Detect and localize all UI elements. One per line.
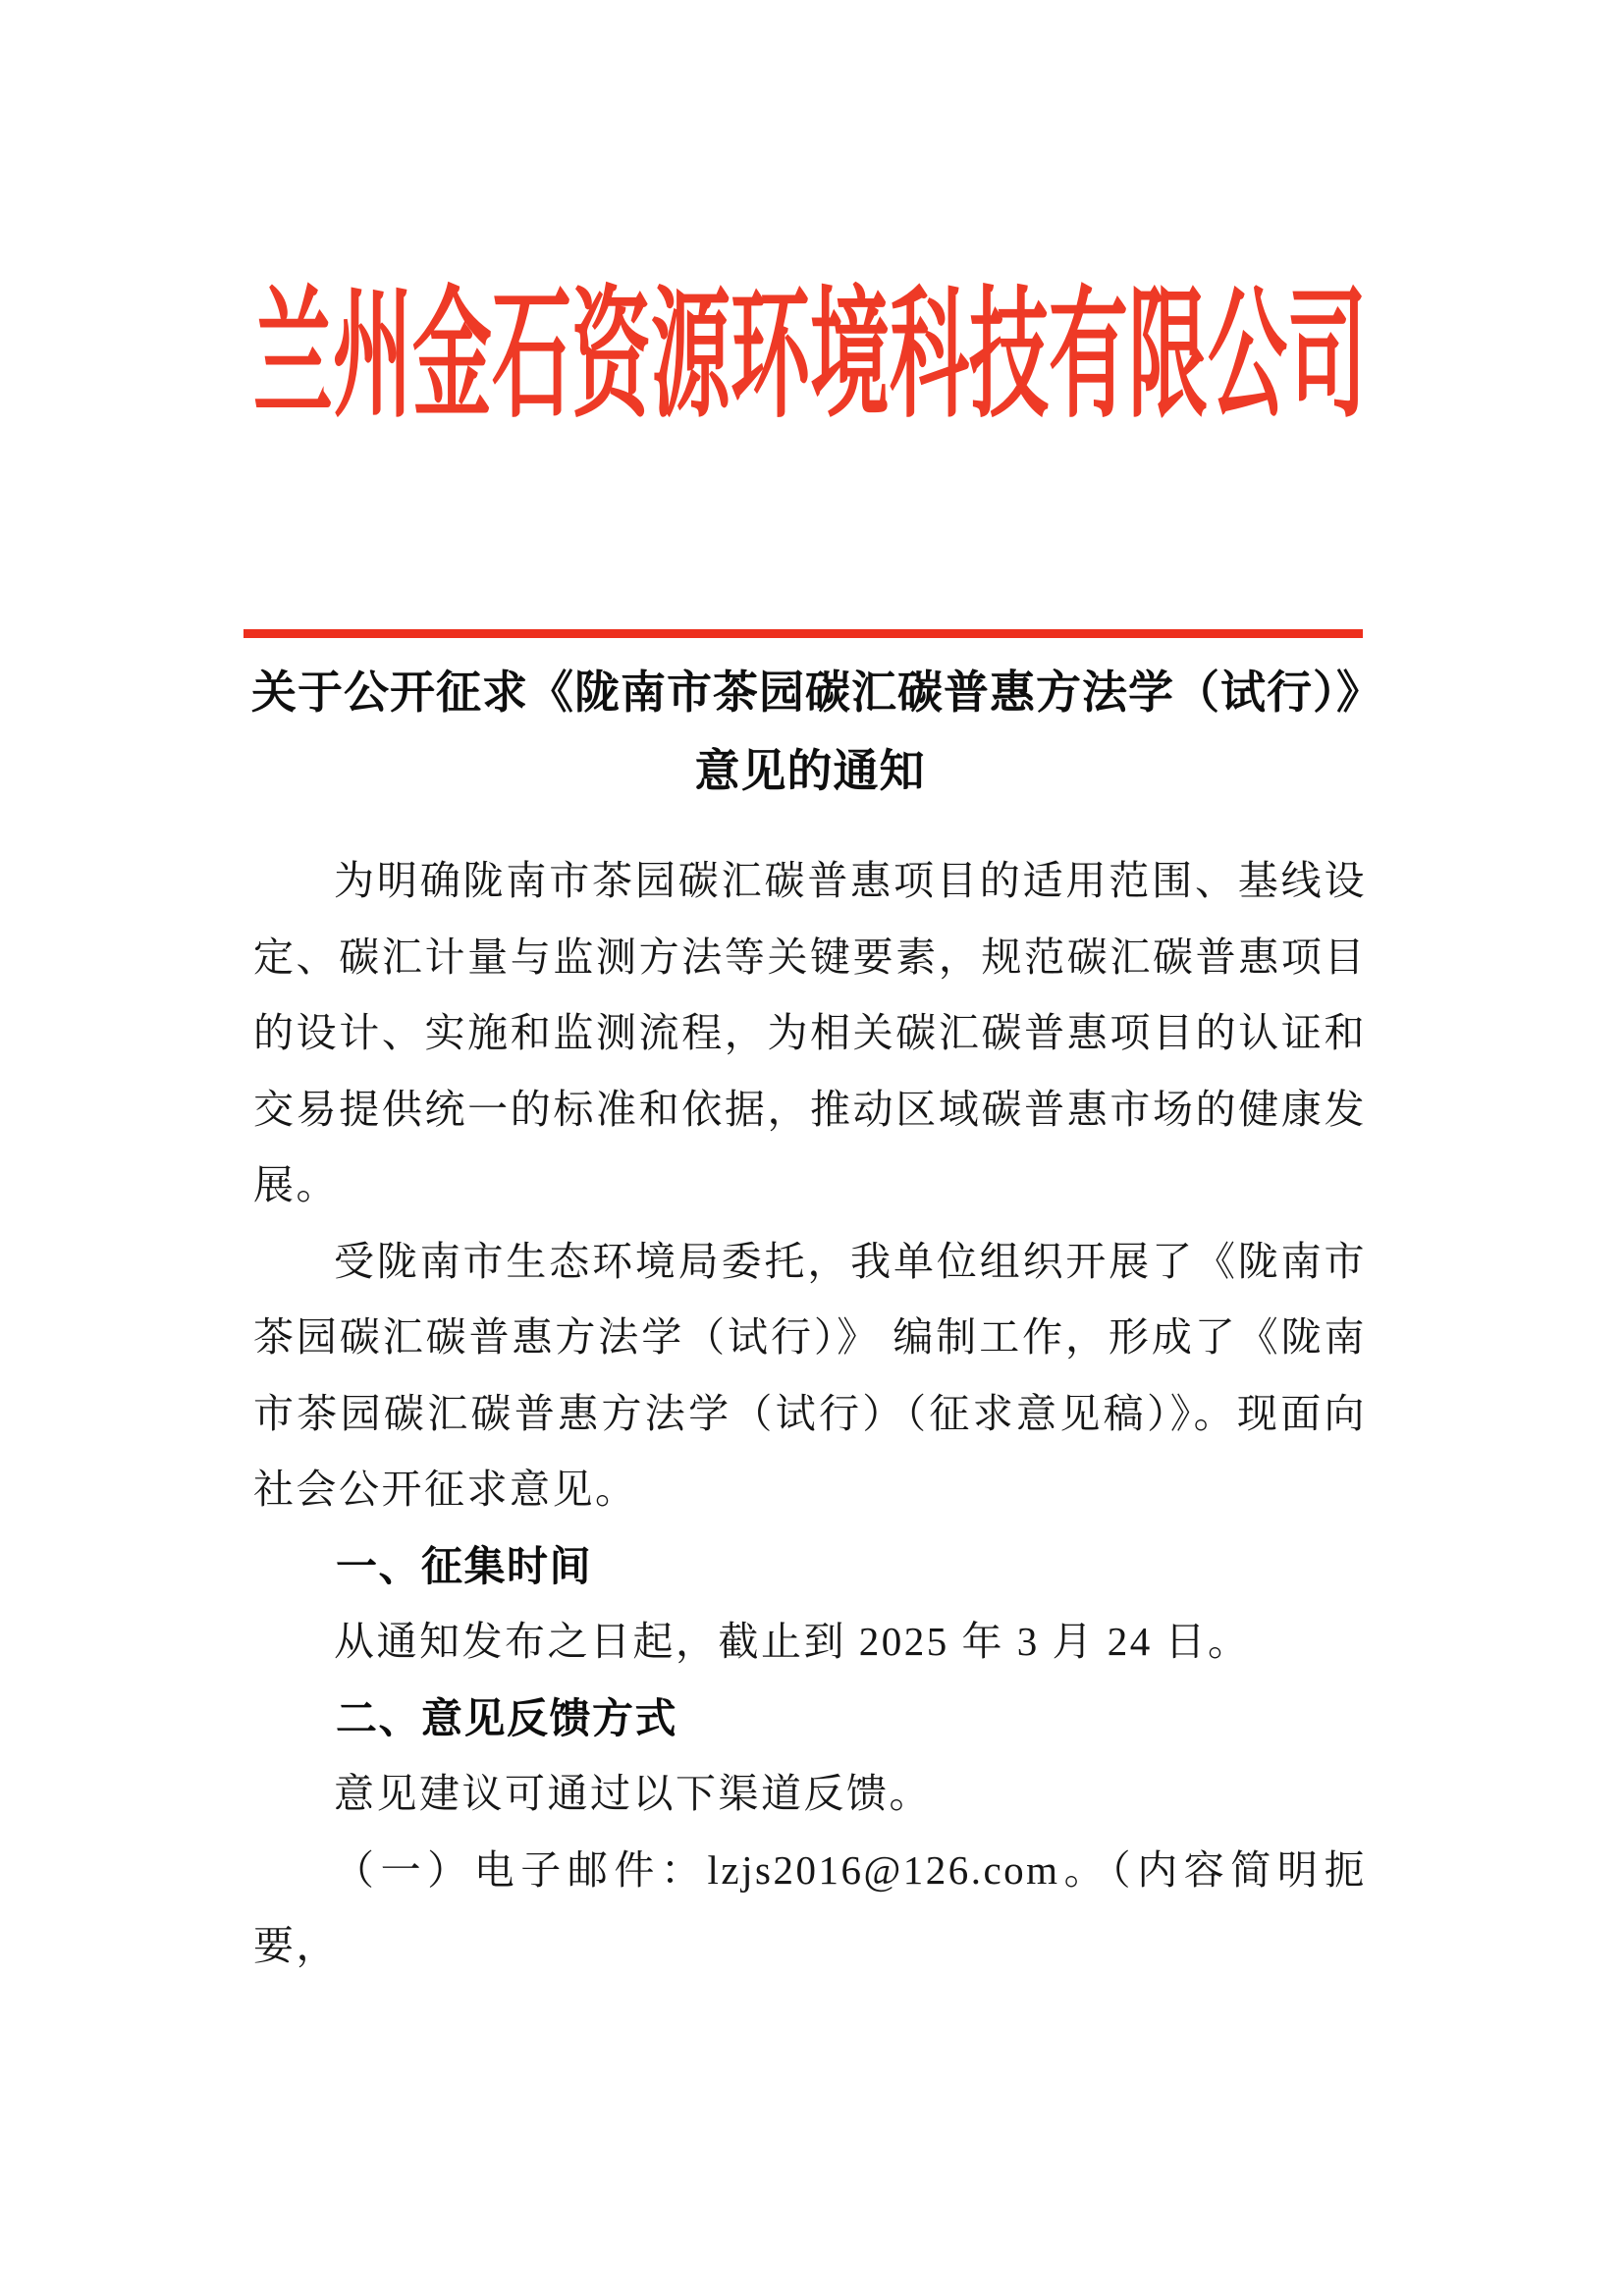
- paragraph-email-channel: （一）电子邮件：lzjs2016@126.com。（内容简明扼要，: [253, 1846, 1367, 1968]
- paragraph-feedback-intro: 意见建议可通过以下渠道反馈。: [334, 1771, 932, 1816]
- letterhead-divider-line: [243, 629, 1363, 638]
- notice-title-line2: 意见的通知: [694, 746, 926, 796]
- paragraph-deadline: 从通知发布之日起，截止到 2025 年 3 月 24 日。: [334, 1619, 1251, 1664]
- paragraph-purpose: 为明确陇南市茶园碳汇碳普惠项目的适用范围、基线设定、碳汇计量与监测方法等关键要素，规范碳汇碳普惠项目的设计、实施和监测流程，为相关碳汇碳普惠项目的认证和交易提供统一的标准和依据，推动区域碳普惠市场的健康发展。: [253, 858, 1367, 1207]
- section-heading-feedback-methods: 二、意见反馈方式: [336, 1694, 678, 1741]
- company-name: 兰州金石资源环境科技有限公司: [252, 278, 1367, 436]
- notice-body: [253, 843, 1367, 1985]
- paragraph-background: 受陇南市生态环境局委托，我单位组织开展了《陇南市茶园碳汇碳普惠方法学（试行）》 编制工作，形成了《陇南市茶园碳汇碳普惠方法学（试行）（征求意见稿）》。现面向社会公开征求意见。: [253, 1238, 1367, 1512]
- content-column: [251, 0, 1382, 2296]
- letterhead: [251, 278, 1369, 436]
- section-heading-collection-period: 一、征集时间: [336, 1542, 593, 1589]
- notice-title-line1: 关于公开征求《陇南市茶园碳汇碳普惠方法学（试行）》: [251, 667, 1382, 718]
